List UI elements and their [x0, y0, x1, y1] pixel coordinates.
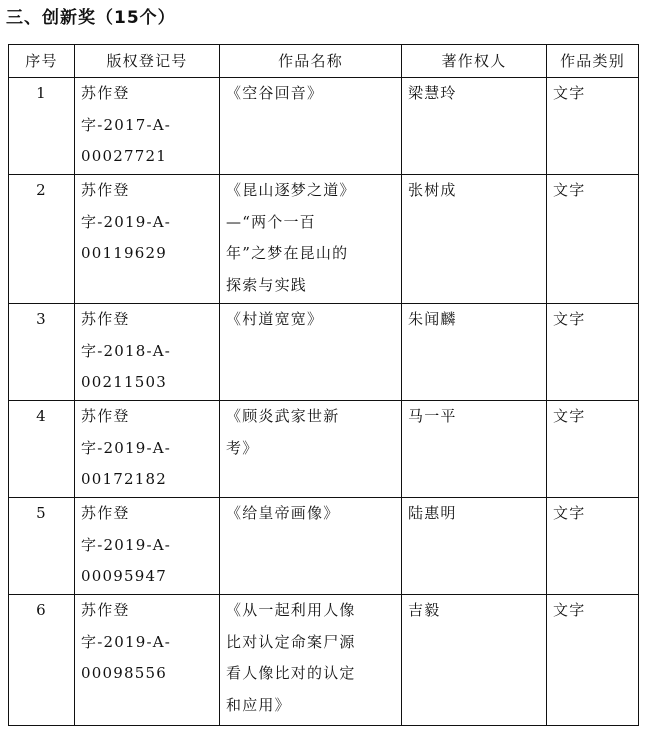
- copyright-owner: 张树成: [402, 175, 547, 304]
- registration-line: 字-2019-A-: [81, 632, 172, 651]
- column-header-title: 作品名称: [220, 45, 402, 78]
- table-row: [9, 304, 639, 401]
- work-title: [220, 78, 402, 175]
- title-line: 《给皇帝画像》: [226, 504, 340, 522]
- row-index: 2: [9, 175, 75, 304]
- registration-line: 字-2017-A-: [81, 115, 172, 134]
- registration-line: 苏作登: [81, 310, 130, 328]
- title-line: 《顾炎武家世新: [226, 407, 340, 425]
- registration-line: 字-2019-A-: [81, 535, 172, 554]
- copyright-owner: 陆惠明: [402, 498, 547, 595]
- registration-number: [75, 401, 220, 498]
- registration-line: 字-2019-A-: [81, 438, 172, 457]
- copyright-owner: 梁慧玲: [402, 78, 547, 175]
- column-header-author: 著作权人: [402, 45, 547, 78]
- copyright-owner: 朱闻麟: [402, 304, 547, 401]
- column-header-registration: 版权登记号: [75, 45, 220, 78]
- row-index: 6: [9, 595, 75, 726]
- work-title: [220, 304, 402, 401]
- work-title: [220, 595, 402, 726]
- copyright-owner: 吉毅: [402, 595, 547, 726]
- registration-line: 苏作登: [81, 601, 130, 619]
- registration-line: 苏作登: [81, 504, 130, 522]
- registration-number: [75, 304, 220, 401]
- registration-line: 字-2018-A-: [81, 341, 172, 360]
- title-line: 和应用》: [226, 695, 291, 714]
- table-row: [9, 595, 639, 726]
- title-line: 考》: [226, 438, 259, 457]
- row-index: 4: [9, 401, 75, 498]
- registration-number: [75, 78, 220, 175]
- registration-line: 00027721: [81, 147, 167, 166]
- work-category: 文字: [547, 175, 639, 304]
- column-header-category: 作品类别: [547, 45, 639, 78]
- title-line: 《空谷回音》: [226, 84, 324, 102]
- work-category: 文字: [547, 401, 639, 498]
- registration-line: 00095947: [81, 567, 167, 586]
- copyright-owner: 马一平: [402, 401, 547, 498]
- title-line: 看人像比对的认定: [226, 664, 356, 683]
- registration-line: 00211503: [81, 373, 167, 392]
- work-category: 文字: [547, 595, 639, 726]
- award-table: [8, 44, 639, 726]
- work-title: [220, 498, 402, 595]
- registration-number: [75, 498, 220, 595]
- table-row: [9, 498, 639, 595]
- title-line: 年”之梦在昆山的: [226, 244, 349, 263]
- title-line: 《从一起利用人像: [226, 601, 356, 619]
- title-line: 探索与实践: [226, 275, 308, 294]
- registration-line: 字-2019-A-: [81, 212, 172, 231]
- table-row: [9, 78, 639, 175]
- work-category: 文字: [547, 304, 639, 401]
- work-title: [220, 401, 402, 498]
- work-title: [220, 175, 402, 304]
- row-index: 5: [9, 498, 75, 595]
- section-heading: 三、创新奖（15个）: [6, 8, 176, 28]
- table-row: [9, 175, 639, 304]
- registration-line: 00098556: [81, 664, 167, 683]
- row-index: 3: [9, 304, 75, 401]
- title-line: 《昆山逐梦之道》: [226, 181, 356, 199]
- title-line: —“两个一百: [226, 212, 316, 231]
- title-line: 比对认定命案尸源: [226, 632, 356, 651]
- work-category: 文字: [547, 78, 639, 175]
- registration-line: 苏作登: [81, 84, 130, 102]
- registration-number: [75, 595, 220, 726]
- row-index: 1: [9, 78, 75, 175]
- column-header-index: 序号: [9, 45, 75, 78]
- registration-line: 00119629: [81, 244, 167, 263]
- registration-number: [75, 175, 220, 304]
- work-category: 文字: [547, 498, 639, 595]
- table-header-row: [9, 45, 639, 78]
- registration-line: 00172182: [81, 470, 167, 489]
- registration-line: 苏作登: [81, 407, 130, 425]
- title-line: 《村道宽宽》: [226, 310, 324, 328]
- table-row: [9, 401, 639, 498]
- registration-line: 苏作登: [81, 181, 130, 199]
